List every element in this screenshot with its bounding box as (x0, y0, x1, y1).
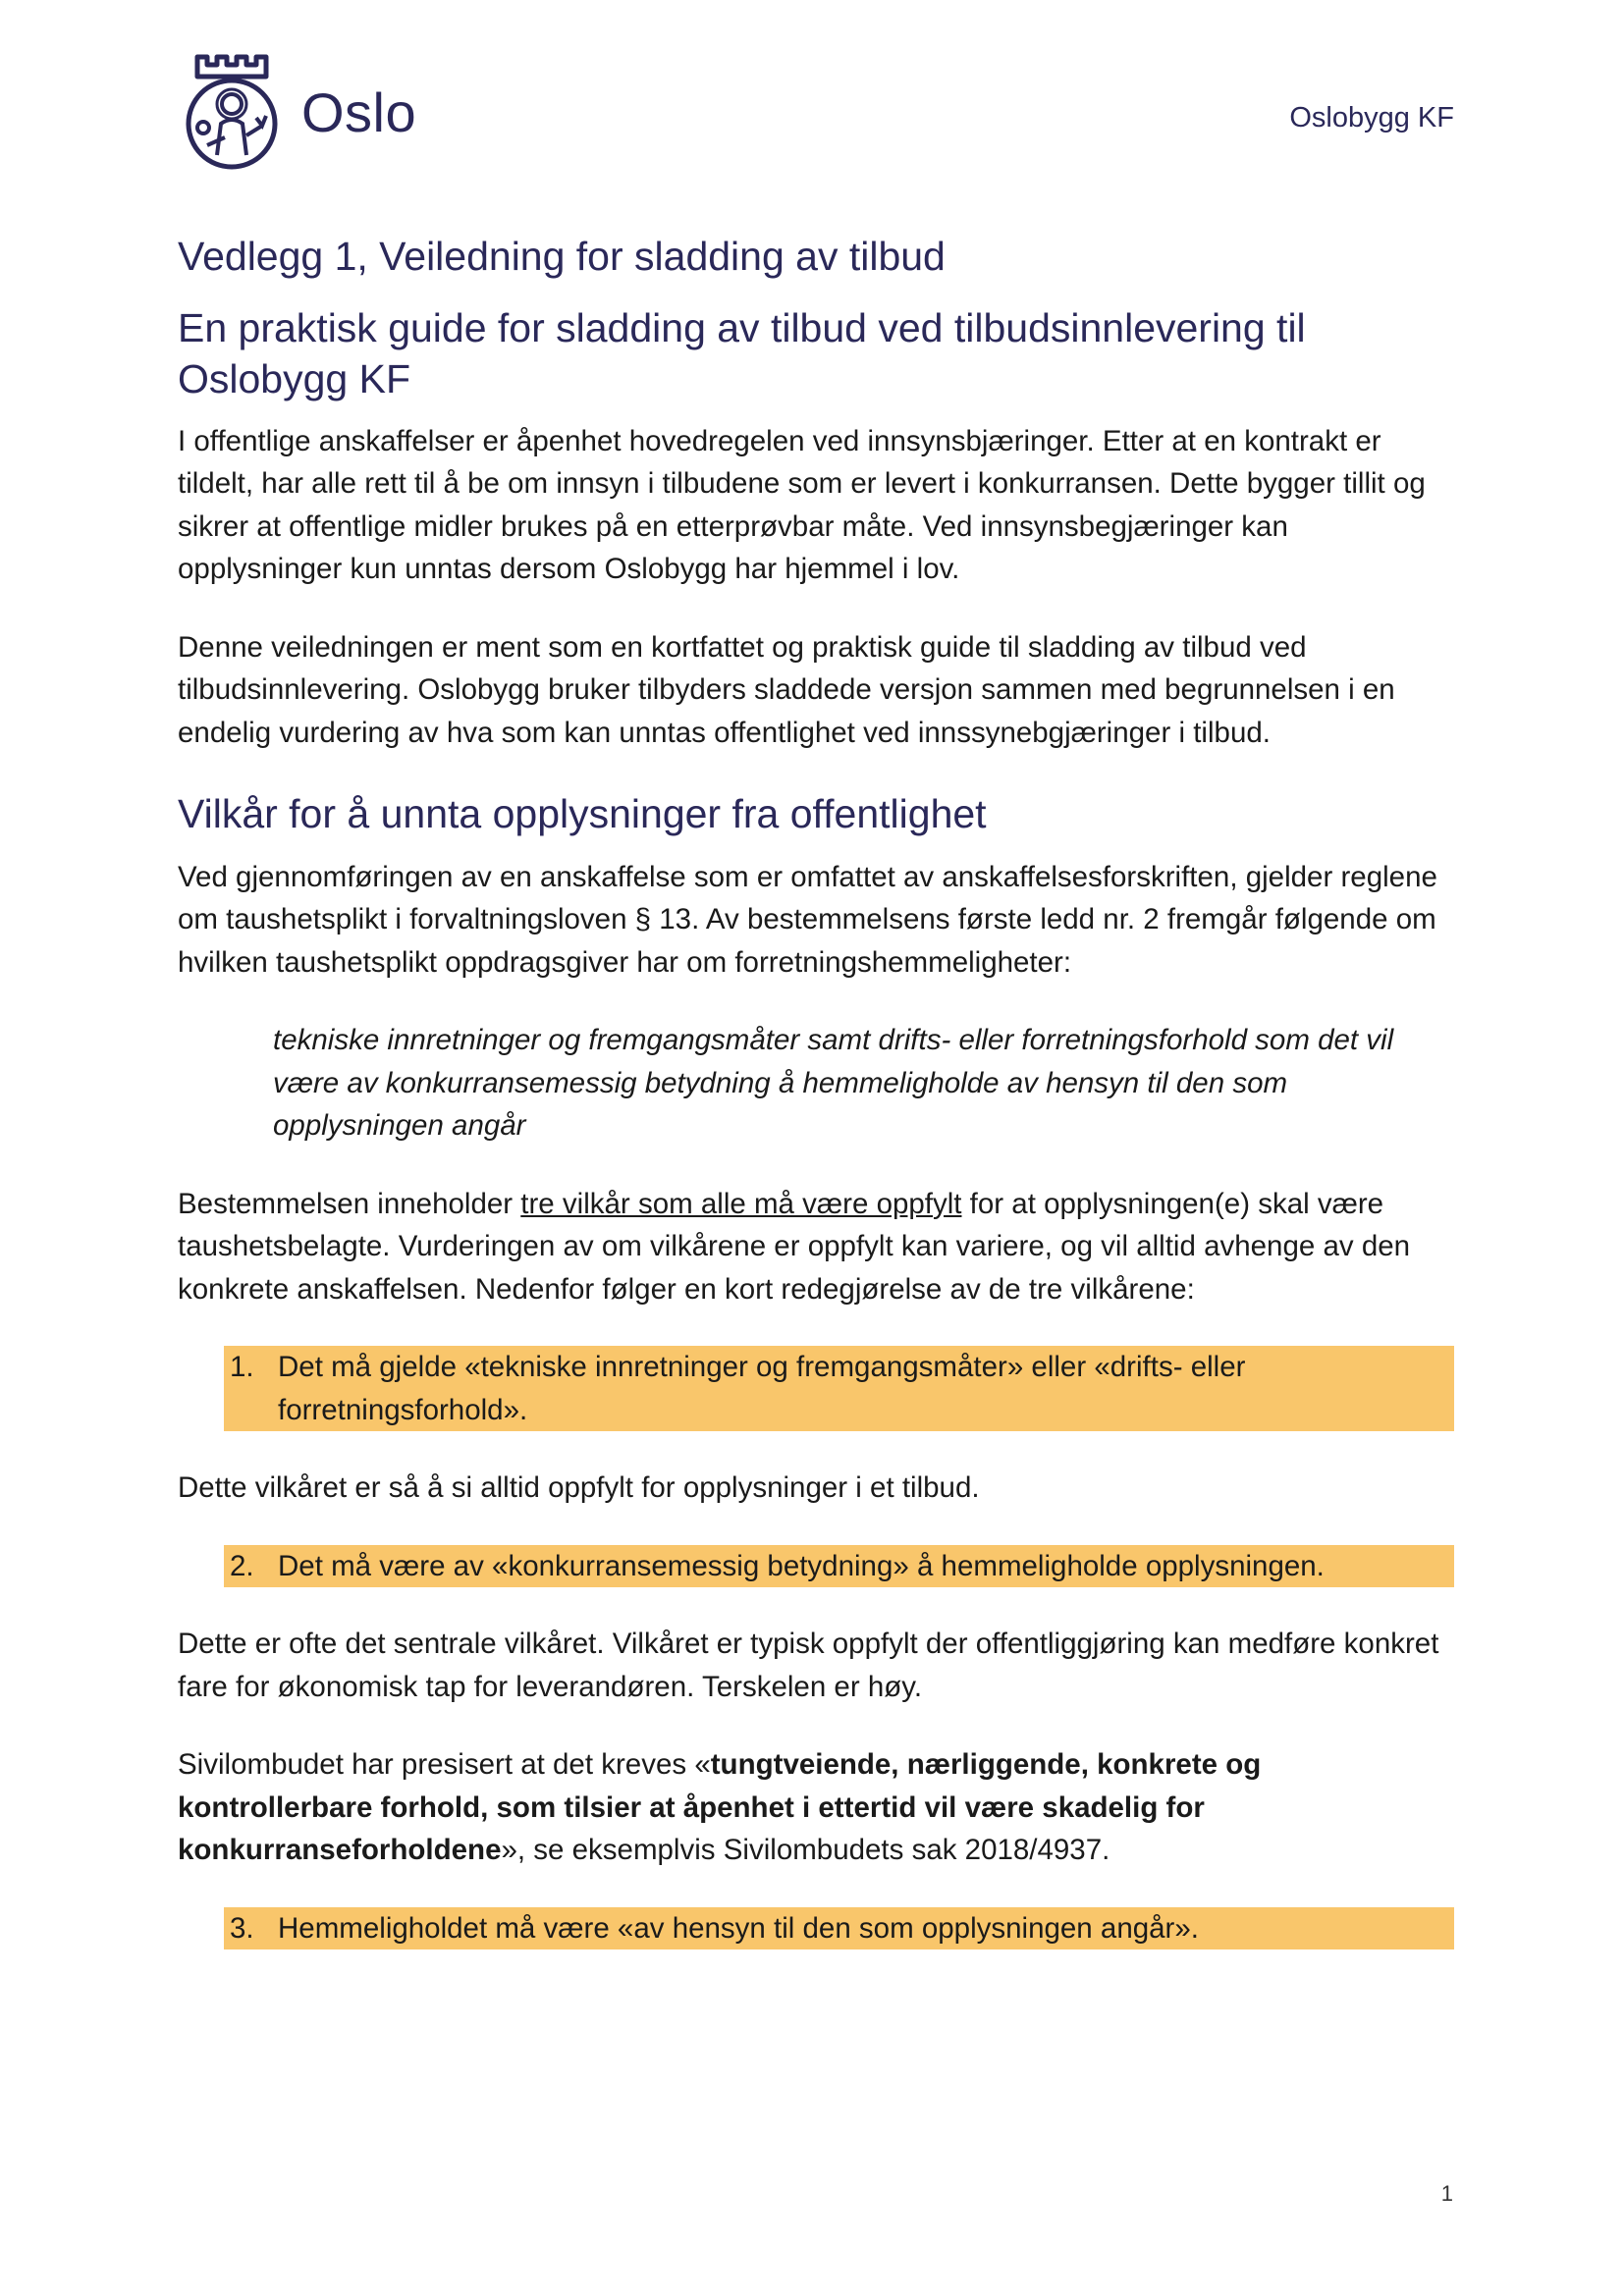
ombud-reference: », se eksemplvis Sivilombudets sak 2018/4937. (501, 1834, 1110, 1866)
section-heading: Vilkår for å unnta opplysninger fra offentlighet (178, 791, 987, 837)
ombud-lead: Sivilombudet har presisert at det kreves « (178, 1748, 711, 1781)
condition-2-note: Dette er ofte det sentrale vilkåret. Vilkåret er typisk oppfylt der offentliggjøring kan medføre konkret fare for økonomisk tap for leverandøren. Terskelen er høy. (178, 1628, 1439, 1703)
condition-1-note: Dette vilkåret er så å si alltid oppfylt for opplysninger i et tilbud. (178, 1471, 980, 1504)
condition-item-2 (224, 1545, 1454, 1588)
condition-number: 1. (230, 1351, 254, 1383)
condition-text: Hemmeligholdet må være «av hensyn til den som opplysningen angår». (278, 1911, 1199, 1945)
document-title: Vedlegg 1, Veiledning for sladding av tilbud (178, 234, 946, 279)
logo-wordmark: Oslo (301, 81, 417, 143)
condition-text: Det må gjelde «tekniske innretninger og fremgangsmåter» eller «drifts- eller forretningsforhold». (278, 1351, 1246, 1426)
section-paragraph-1: Ved gjennomføringen av en anskaffelse som er omfattet av anskaffelsesforskriften, gjelder reglene om taushetsplikt i forvaltningsloven § 13. Av bestemmelsens første ledd nr. 2 fremgår følgende om hvilken taushetsplikt oppdragsgiver har om forretningshemmeligheter: (178, 860, 1437, 979)
document-body (178, 232, 1454, 1985)
document-subtitle: En praktisk guide for sladding av tilbud ved tilbudsinnlevering til Oslobygg KF (178, 305, 1306, 401)
ombud-bold-quote: tungtveiende, nærliggende, konkrete og kontrollerbare forhold, som tilsier at åpenhet i ettertid vil være skadelig for konkurranseforholdene (178, 1748, 1262, 1866)
condition-item-1 (224, 1346, 1454, 1431)
underlined-emphasis: tre vilkår som alle må være oppfylt (520, 1187, 962, 1220)
condition-number: 2. (230, 1549, 254, 1582)
section-paragraph-2-rest: for at opplysningen(e) skal være taushetsbelagte. Vurderingen av om vilkårene er oppfylt kan variere, og vil alltid avhenge av den konkrete anskaffelsen. Nedenfor følger en kort redegjørelse av de tre vilkårene: (178, 1187, 1411, 1306)
ombud-paragraph (178, 1743, 1454, 1872)
condition-number: 3. (230, 1911, 254, 1945)
intro-paragraph-1: I offentlige anskaffelser er åpenhet hovedregelen ved innsynsbjæringer. Etter at en kontrakt er tildelt, har alle rett til å be om innsyn i tilbudene som er levert i konkurransen. Dette bygger tillit og sikrer at offentlige midler brukes på en etterprøvbar måte. Ved innsynsbegjæringer kan opplysninger kun unntas dersom Oslobygg har hjemmel i lov. (178, 424, 1426, 586)
page-header (178, 47, 1454, 175)
page-number: 1 (1440, 2181, 1453, 2206)
section-paragraph-2-lead: Bestemmelsen inneholder (178, 1187, 521, 1220)
organization-name: Oslobygg KF (1289, 102, 1454, 133)
law-quote: tekniske innretninger og fremgangsmåter samt drifts- eller forretningsforhold som det vil være av konkurransemessig betydning å hemmeligholde av hensyn til den som opplysningen angår (273, 1024, 1394, 1142)
intro-paragraph-2: Denne veiledningen er ment som en kortfattet og praktisk guide til sladding av tilbud ved tilbudsinnlevering. Oslobygg bruker tilbyders sladdede versjon sammen med begrunnelsen i en endelig vurdering av hva som kan unntas offentlighet ved innssynebgjæringer i tilbud. (178, 630, 1395, 749)
condition-text: Det må være av «konkurransemessig betydning» å hemmeligholde opplysningen. (278, 1549, 1325, 1582)
condition-item-3 (224, 1907, 1454, 1950)
section-paragraph-2 (178, 1183, 1454, 1311)
oslo-coat-of-arms-icon (178, 47, 286, 170)
